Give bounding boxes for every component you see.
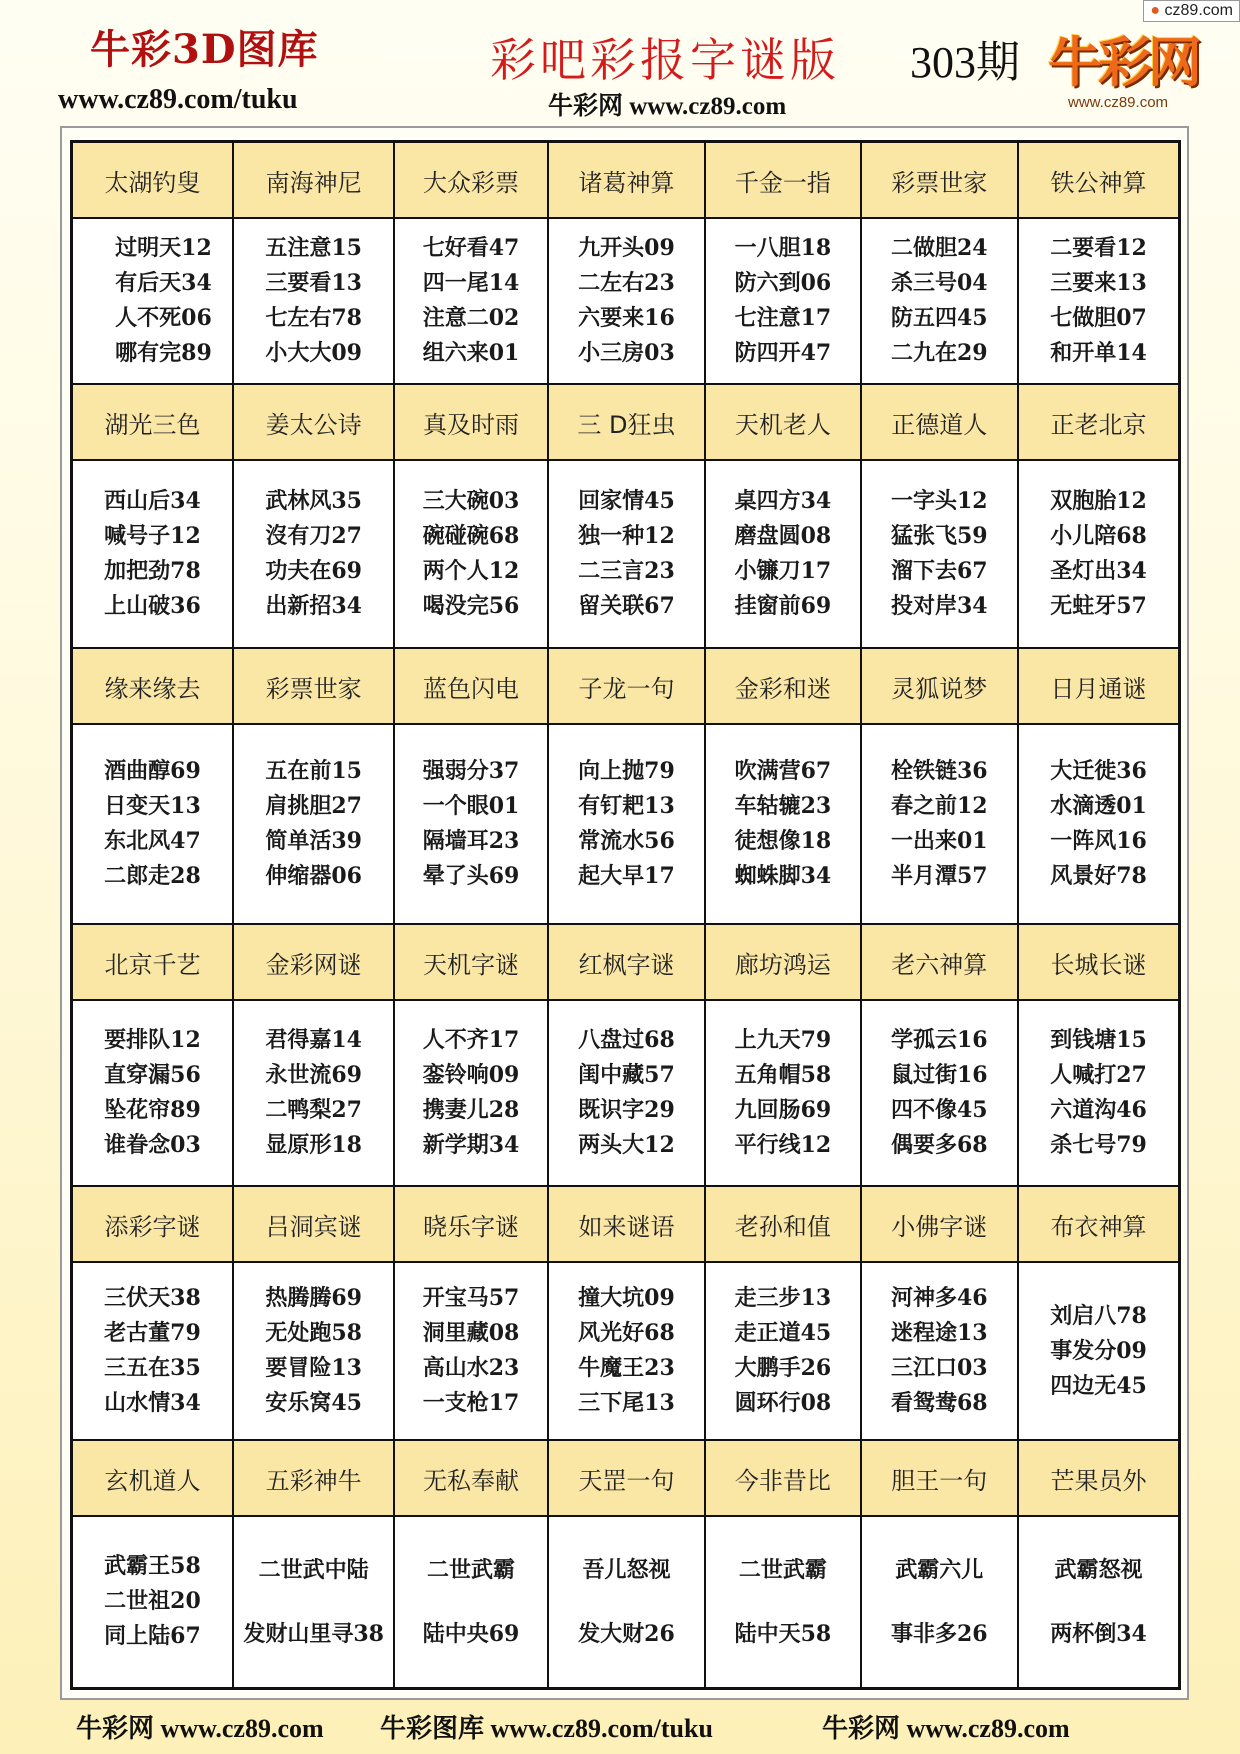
riddle-line: 人不齐17 [422, 1027, 520, 1053]
header-row [72, 384, 1180, 460]
column-header: 金彩网谜 [233, 924, 394, 1000]
column-header: 五彩神牛 [233, 1440, 394, 1516]
riddle-line: 西山后34 [104, 488, 201, 514]
riddle-line: 人不死06 [115, 305, 212, 331]
riddle-line: 一出来01 [890, 828, 988, 854]
riddle-line: 二世武中陆 [258, 1556, 369, 1583]
riddle-line: 杀七号79 [1050, 1132, 1147, 1158]
riddle-line: 偶要多68 [890, 1132, 988, 1158]
footer-link-3[interactable]: 牛彩网 www.cz89.com [822, 1714, 1070, 1743]
riddle-cell [72, 724, 233, 924]
logo-url: www.cz89.com [1068, 94, 1169, 111]
riddle-line: 显原形18 [265, 1132, 362, 1158]
column-header: 如来谜语 [548, 1186, 705, 1262]
riddle-cell [548, 218, 705, 384]
riddle-line: 二郎走28 [104, 863, 201, 889]
column-header: 晓乐字谜 [394, 1186, 547, 1262]
riddle-line: 山水情34 [104, 1390, 201, 1416]
header-row [72, 1440, 1180, 1516]
riddle-line: 向上抛79 [578, 758, 675, 784]
riddle-line: 晕了头69 [422, 863, 520, 889]
riddle-line: 车轱辘23 [734, 793, 832, 819]
column-header: 正德道人 [861, 384, 1018, 460]
riddle-line: 走三步13 [734, 1285, 832, 1311]
riddle-cell [705, 724, 860, 924]
column-header: 今非昔比 [705, 1440, 860, 1516]
column-header: 廊坊鸿运 [705, 924, 860, 1000]
riddle-cell [72, 218, 233, 384]
riddle-line: 起大早17 [578, 863, 675, 889]
riddle-line: 学孤云16 [890, 1027, 988, 1053]
riddle-line: 哪有完89 [115, 340, 212, 366]
riddle-line: 三江口03 [890, 1355, 988, 1381]
riddle-line: 回家情45 [578, 488, 675, 514]
riddle-line: 四一尾14 [422, 270, 520, 296]
riddle-line: 一八胆18 [734, 235, 832, 261]
riddle-line: 杀三号04 [890, 270, 988, 296]
column-header: 天机字谜 [394, 924, 547, 1000]
riddle-cell [548, 1262, 705, 1440]
column-header: 小佛字谜 [861, 1186, 1018, 1262]
riddle-line: 七做胆07 [1050, 305, 1147, 331]
riddle-cell [1018, 1262, 1180, 1440]
riddle-cell [394, 1516, 547, 1688]
riddle-line: 水滴透01 [1050, 793, 1147, 819]
riddle-line: 两个人12 [422, 558, 520, 584]
column-header: 红枫字谜 [548, 924, 705, 1000]
riddle-line: 二鸭梨27 [265, 1097, 362, 1123]
riddle-line: 二世武霸 [738, 1556, 827, 1583]
riddle-line: 喝没完56 [422, 593, 520, 619]
sub-url[interactable]: 牛彩网 www.cz89.com [548, 93, 787, 120]
riddle-cell [394, 1262, 547, 1440]
content-row [72, 1000, 1180, 1186]
riddle-line: 武霸王58 [104, 1553, 201, 1580]
riddle-line: 一个眼01 [422, 793, 520, 819]
column-header: 姜太公诗 [233, 384, 394, 460]
riddle-line: 到钱塘15 [1050, 1027, 1147, 1053]
riddle-line: 同上陆67 [104, 1623, 201, 1650]
riddle-line: 四边无45 [1050, 1372, 1147, 1399]
riddle-line: 五注意15 [265, 235, 362, 261]
riddle-line: 防六到06 [734, 270, 832, 296]
riddle-line: 两头大12 [578, 1132, 675, 1158]
riddle-line: 三伏天38 [104, 1285, 201, 1311]
riddle-line: 大迁徙36 [1050, 758, 1147, 784]
column-header: 玄机道人 [72, 1440, 233, 1516]
column-header: 日月通谜 [1018, 648, 1180, 724]
riddle-line: 武霸怒视 [1054, 1556, 1143, 1583]
riddle-line: 三要看13 [265, 270, 362, 296]
column-header: 灵狐说梦 [861, 648, 1018, 724]
content-row [72, 460, 1180, 648]
riddle-line: 日变天13 [104, 793, 201, 819]
riddle-cell [705, 1262, 860, 1440]
footer-link-2[interactable]: 牛彩图库 www.cz89.com/tuku [380, 1714, 713, 1743]
riddle-line: 大鹏手26 [734, 1355, 832, 1381]
riddle-line: 既识字29 [578, 1097, 675, 1123]
column-header: 正老北京 [1018, 384, 1180, 460]
riddle-line: 平行线12 [734, 1132, 832, 1158]
riddle-line: 小儿陪68 [1050, 523, 1147, 549]
riddle-cell [548, 1516, 705, 1688]
riddle-cell [861, 218, 1018, 384]
riddle-line: 留关联67 [578, 593, 675, 619]
column-header: 芒果员外 [1018, 1440, 1180, 1516]
column-header: 天罡一句 [548, 1440, 705, 1516]
riddle-line: 八盘过68 [578, 1027, 675, 1053]
riddle-line: 双胞胎12 [1050, 488, 1147, 514]
riddle-cell [705, 460, 860, 648]
column-header: 北京千艺 [72, 924, 233, 1000]
riddle-line: 武林风35 [265, 488, 362, 514]
riddle-line: 徒想像18 [734, 828, 832, 854]
riddle-cell [1018, 1516, 1180, 1688]
issue-number: 303期 [910, 38, 1020, 87]
riddle-line: 加把劲78 [104, 558, 201, 584]
riddle-line: 春之前12 [890, 793, 988, 819]
riddle-line: 四不像45 [890, 1097, 988, 1123]
column-header: 三 D狂虫 [548, 384, 705, 460]
riddle-line: 喊号子12 [104, 523, 201, 549]
riddle-line: 高山水23 [422, 1355, 520, 1381]
riddle-line: 风光好68 [578, 1320, 675, 1346]
riddle-line: 永世流69 [265, 1062, 362, 1088]
riddle-line: 隔墙耳23 [422, 828, 520, 854]
riddle-line: 独一种12 [578, 523, 675, 549]
riddle-line: 发大财26 [578, 1620, 675, 1647]
riddle-line: 过明天12 [115, 235, 212, 261]
riddle-cell [861, 1262, 1018, 1440]
riddle-line: 迷程途13 [890, 1320, 988, 1346]
riddle-line: 二世武霸 [427, 1556, 516, 1583]
column-header: 老六神算 [861, 924, 1018, 1000]
riddle-line: 热腾腾69 [265, 1285, 362, 1311]
column-header: 蓝色闪电 [394, 648, 547, 724]
riddle-cell [861, 1000, 1018, 1186]
column-header: 吕洞宾谜 [233, 1186, 394, 1262]
riddle-line: 圆环行08 [734, 1390, 832, 1416]
riddle-line: 二世祖20 [104, 1588, 201, 1615]
riddle-line: 洞里藏08 [422, 1320, 520, 1346]
riddle-cell [233, 724, 394, 924]
riddle-line: 陆中央69 [422, 1620, 520, 1647]
riddle-cell [861, 724, 1018, 924]
site-logo[interactable] [1048, 18, 1198, 114]
column-header: 无私奉献 [394, 1440, 547, 1516]
riddle-cell [548, 1000, 705, 1186]
riddle-line: 发财山里寻38 [243, 1620, 384, 1647]
riddle-line: 一支枪17 [422, 1390, 520, 1416]
logo-text: 牛彩网 [1048, 31, 1198, 94]
bullet-icon: ● [1150, 2, 1161, 19]
content-row [72, 1516, 1180, 1688]
header-row [72, 1186, 1180, 1262]
riddle-table-body [72, 142, 1180, 1689]
riddle-line: 二左右23 [578, 270, 675, 296]
riddle-table [70, 140, 1181, 1690]
riddle-line: 注意二02 [422, 305, 520, 331]
riddle-line: 上九天79 [734, 1027, 832, 1053]
riddle-cell [705, 1000, 860, 1186]
column-header: 彩票世家 [861, 142, 1018, 219]
riddle-cell [394, 460, 547, 648]
riddle-line: 两杯倒34 [1050, 1620, 1147, 1647]
riddle-line: 七注意17 [734, 305, 832, 331]
riddle-line: 碗碰碗68 [422, 523, 520, 549]
riddle-line: 栓铁链36 [890, 758, 988, 784]
riddle-line: 组六来01 [422, 340, 520, 366]
column-header: 千金一指 [705, 142, 860, 219]
riddle-line: 溜下去67 [890, 558, 988, 584]
content-row [72, 218, 1180, 384]
riddle-line: 直穿漏56 [104, 1062, 201, 1088]
riddle-cell [705, 218, 860, 384]
riddle-line: 武霸六儿 [895, 1556, 984, 1583]
riddle-line: 三大碗03 [422, 488, 520, 514]
riddle-line: 谁眷念03 [104, 1132, 201, 1158]
riddle-line: 强弱分37 [422, 758, 520, 784]
column-header: 布衣神算 [1018, 1186, 1180, 1262]
left-url[interactable]: www.cz89.com/tuku [58, 84, 298, 115]
riddle-line: 肩挑胆27 [265, 793, 362, 819]
riddle-line: 投对岸34 [890, 593, 988, 619]
riddle-line: 桌四方34 [734, 488, 832, 514]
riddle-cell [72, 1516, 233, 1688]
riddle-cell [72, 460, 233, 648]
riddle-cell [705, 1516, 860, 1688]
riddle-line: 三五在35 [104, 1355, 201, 1381]
riddle-line: 东北风47 [104, 828, 201, 854]
content-row [72, 724, 1180, 924]
column-header: 湖光三色 [72, 384, 233, 460]
riddle-cell [1018, 218, 1180, 384]
riddle-line: 安乐窝45 [265, 1390, 362, 1416]
riddle-line: 圣灯出34 [1050, 558, 1147, 584]
riddle-line: 小镰刀17 [734, 558, 832, 584]
column-header: 太湖钓叟 [72, 142, 233, 219]
column-header: 添彩字谜 [72, 1186, 233, 1262]
riddle-cell [548, 724, 705, 924]
riddle-line: 防五四45 [890, 305, 988, 331]
riddle-cell [1018, 1000, 1180, 1186]
header-row [72, 142, 1180, 219]
riddle-cell [394, 218, 547, 384]
riddle-cell [1018, 724, 1180, 924]
riddle-line: 七左右78 [265, 305, 362, 331]
riddle-line: 新学期34 [422, 1132, 520, 1158]
column-header: 子龙一句 [548, 648, 705, 724]
riddle-line: 五在前15 [265, 758, 362, 784]
riddle-line: 酒曲醇69 [104, 758, 201, 784]
riddle-line: 人喊打27 [1050, 1062, 1147, 1088]
riddle-line: 小三房03 [578, 340, 675, 366]
column-header: 金彩和迷 [705, 648, 860, 724]
column-header: 大众彩票 [394, 142, 547, 219]
riddle-line: 简单活39 [265, 828, 362, 854]
riddle-line: 伸缩器06 [265, 863, 362, 889]
riddle-line: 二要看12 [1050, 235, 1147, 261]
riddle-line: 走正道45 [734, 1320, 832, 1346]
column-header: 南海神尼 [233, 142, 394, 219]
column-header: 老孙和值 [705, 1186, 860, 1262]
riddle-line: 上山破36 [104, 593, 201, 619]
page-title: 彩吧彩报字谜版 [490, 33, 840, 87]
column-header: 真及时雨 [394, 384, 547, 460]
riddle-line: 半月潭57 [890, 863, 988, 889]
riddle-line: 开宝马57 [422, 1285, 520, 1311]
riddle-line: 看鸳鸯68 [890, 1390, 988, 1416]
riddle-line: 有钉耙13 [578, 793, 675, 819]
riddle-line: 常流水56 [578, 828, 675, 854]
column-header: 天机老人 [705, 384, 860, 460]
riddle-line: 七好看47 [422, 235, 520, 261]
riddle-line: 闺中藏57 [578, 1062, 675, 1088]
riddle-cell [233, 1262, 394, 1440]
footer-link-1[interactable]: 牛彩网 www.cz89.com [76, 1714, 324, 1743]
riddle-line: 刘启八78 [1050, 1302, 1147, 1329]
riddle-line: 携妻儿28 [422, 1097, 520, 1123]
left-title: 牛彩3D图库 [90, 26, 319, 73]
riddle-line: 小大大09 [265, 340, 362, 366]
riddle-line: 防四开47 [734, 340, 832, 366]
riddle-line: 磨盘圆08 [734, 523, 832, 549]
riddle-line: 二九在29 [890, 340, 988, 366]
riddle-cell [1018, 460, 1180, 648]
column-header: 诸葛神算 [548, 142, 705, 219]
column-header: 长城长谜 [1018, 924, 1180, 1000]
riddle-line: 吾儿怒视 [582, 1556, 671, 1583]
riddle-cell [72, 1262, 233, 1440]
column-header: 铁公神算 [1018, 142, 1180, 219]
riddle-cell [861, 460, 1018, 648]
riddle-line: 要排队12 [104, 1027, 201, 1053]
riddle-line: 撞大坑09 [578, 1285, 675, 1311]
riddle-line: 河神多46 [890, 1285, 988, 1311]
riddle-line: 蜘蛛脚34 [734, 863, 832, 889]
riddle-cell [233, 460, 394, 648]
riddle-line: 和开单14 [1050, 340, 1147, 366]
riddle-cell [394, 1000, 547, 1186]
riddle-cell [233, 218, 394, 384]
riddle-line: 老古董79 [104, 1320, 201, 1346]
riddle-cell [394, 724, 547, 924]
riddle-line: 九开头09 [578, 235, 675, 261]
riddle-line: 要冒险13 [265, 1355, 362, 1381]
riddle-line: 风景好78 [1050, 863, 1147, 889]
riddle-line: 事非多26 [890, 1620, 988, 1647]
riddle-cell [548, 460, 705, 648]
riddle-line: 一阵风16 [1050, 828, 1147, 854]
riddle-line: 六要来16 [578, 305, 675, 331]
riddle-line: 六道沟46 [1050, 1097, 1147, 1123]
riddle-line: 銮铃响09 [422, 1062, 520, 1088]
riddle-line: 陆中天58 [734, 1620, 832, 1647]
riddle-line: 牛魔王23 [578, 1355, 675, 1381]
column-header: 缘来缘去 [72, 648, 233, 724]
column-header: 彩票世家 [233, 648, 394, 724]
riddle-line: 挂窗前69 [734, 593, 832, 619]
riddle-line: 无蛀牙57 [1050, 593, 1147, 619]
riddle-line: 坠花帘89 [104, 1097, 201, 1123]
riddle-line: 功夫在69 [265, 558, 362, 584]
riddle-line: 猛张飞59 [890, 523, 988, 549]
riddle-line: 三要来13 [1050, 270, 1147, 296]
riddle-cell [72, 1000, 233, 1186]
riddle-line: 一字头12 [890, 488, 988, 514]
riddle-cell [233, 1000, 394, 1186]
content-row [72, 1262, 1180, 1440]
riddle-line: 五角帽58 [734, 1062, 832, 1088]
riddle-line: 沒有刀27 [265, 523, 362, 549]
column-header: 胆王一句 [861, 1440, 1018, 1516]
riddle-line: 无处跑58 [265, 1320, 362, 1346]
riddle-cell [233, 1516, 394, 1688]
riddle-line: 有后天34 [115, 270, 212, 296]
riddle-cell [861, 1516, 1018, 1688]
riddle-line: 九回肠69 [734, 1097, 832, 1123]
riddle-line: 出新招34 [265, 593, 362, 619]
riddle-line: 吹满营67 [734, 758, 832, 784]
header-row [72, 648, 1180, 724]
riddle-line: 鼠过街16 [890, 1062, 988, 1088]
corner-link-text: cz89.com [1164, 2, 1233, 19]
header-row [72, 924, 1180, 1000]
riddle-line: 三下尾13 [578, 1390, 675, 1416]
riddle-line: 事发分09 [1050, 1337, 1147, 1364]
riddle-line: 二三言23 [578, 558, 675, 584]
riddle-line: 君得嘉14 [265, 1027, 362, 1053]
riddle-line: 二做胆24 [890, 235, 988, 261]
